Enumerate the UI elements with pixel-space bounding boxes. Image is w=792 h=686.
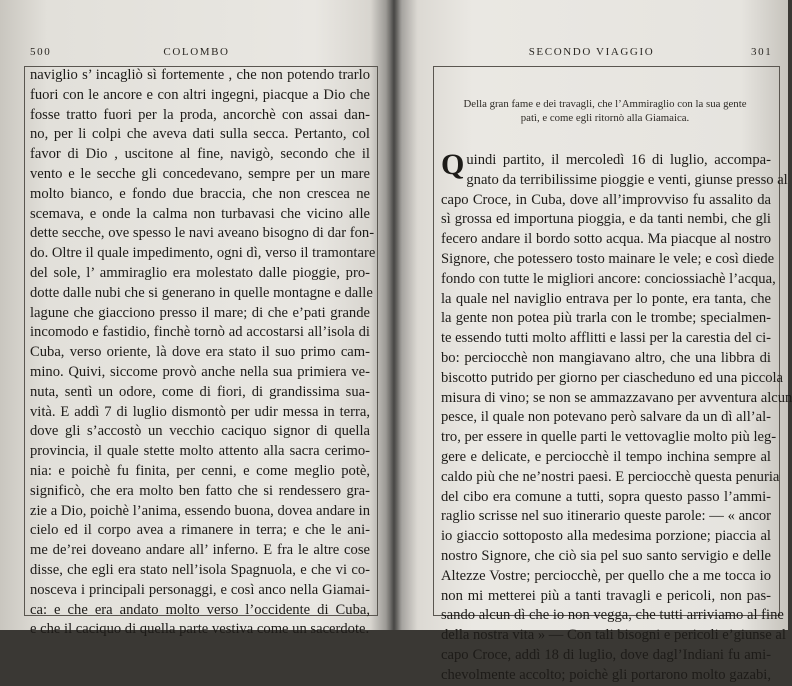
- text-line: significò, che era molto ben fatto che si rendessero gra-: [30, 482, 370, 499]
- text-line: vità. E addì 7 di luglio dismontò per udir messa in terra,: [30, 403, 370, 420]
- text-line: misura di vino; se non se ammazzavano per avventura alcun: [441, 389, 792, 406]
- text-line: nosceva i principali personaggi, e così anco nella Giamai-: [30, 581, 370, 598]
- text-line: capo Croce, addì 18 di luglio, dove dagl’Indiani fu ami-: [441, 646, 771, 663]
- text-line: pesce, il quale non potevano però salvare da un dì all’al-: [441, 409, 771, 426]
- text-line: sì grossa ed importuna pioggia, e da tanti nembi, che gli: [441, 211, 771, 228]
- chapter-summary-line: patì, e come egli ritornò alla Giamaica.: [520, 112, 690, 124]
- text-line: disse, che egli era stato nell’isola Spagnuola, e che vi co-: [30, 561, 370, 578]
- text-line: ca: e che era andato molto verso l’occidente di Cuba,: [30, 601, 370, 618]
- left-page-number: 500: [30, 46, 52, 58]
- text-line: fuori con le ancore e con altri ingegni, piacque a Dio che: [30, 86, 370, 103]
- text-line: Altezze Vostre; perciocchè, per quello che a me tocca io: [441, 567, 771, 584]
- text-line: raglio scrisse nel suo itinerario queste parole: — « ancor: [441, 508, 771, 525]
- text-line: sando alcun dì che io non vegga, che tutti arriviamo al fine: [441, 607, 784, 624]
- chapter-summary: [435, 97, 775, 125]
- text-line: bo: perciocchè non mangiavano altro, che una libbra di: [441, 349, 771, 366]
- text-line: cielo ed il corpo avea a rimanere in terra; e che le ani-: [30, 522, 370, 539]
- text-line: dotte dalle nubi che si generano in quelle montagne e dalle: [30, 284, 373, 301]
- left-running-head: COLOMBO: [163, 46, 230, 58]
- text-line: la gente non potea più trarla con le trombe; specialmen-: [441, 310, 771, 327]
- left-page: [0, 0, 393, 638]
- text-line: non mi metterei più a tanti travagli e pericoli, non pas-: [441, 587, 771, 604]
- text-line: favor di Dio , uscitone al fine, navigò, secondo che il: [30, 146, 370, 163]
- text-line: del cibo era comune a tutti, sopra questo passo l’ammi-: [441, 488, 771, 505]
- text-line: la quale nel naviglio entrava per lo ponte, era tanta, che: [441, 290, 771, 307]
- text-line: mino. Quivi, siccome provò anche nella sua primiera ve-: [30, 363, 370, 380]
- text-line: nostro Signore, che ciò sia pel suo santo servigio e delle: [441, 547, 771, 564]
- right-page-number: 301: [751, 46, 773, 58]
- text-line: biscotto putrido per giorno per ciascheduno ed una piccola: [441, 369, 784, 386]
- left-body-text: [30, 66, 376, 640]
- text-line: Signore, che potessero tosto mainare le vele; e così diede: [441, 250, 775, 267]
- text-line: molto bianco, e fondo due braccia, che non crescea ne: [30, 185, 370, 202]
- right-page: [395, 0, 792, 683]
- text-line: caldo più che ne’nostri paesi. E perciocchè questa penuria: [441, 468, 780, 485]
- text-line: naviglio s’ incagliò sì fortemente , che non potendo trarlo: [30, 67, 370, 83]
- text-line: e che il caciquo di quella parte vestiva come un sacerdote.: [30, 621, 370, 638]
- drop-cap: Q: [441, 148, 465, 181]
- text-line: chevolmente accolto; poichè gli portarono molto gazabi,: [441, 666, 771, 683]
- text-line: te essendo tutti molto afflitti e lassi per la carestia del ci-: [441, 330, 772, 347]
- text-line: lagune che giacciono presso il mare; di che e’pati grande: [30, 304, 370, 321]
- text-line: no, per li colpi che aveva dati sulla secca. Pertanto, col: [30, 126, 370, 143]
- text-line: incomodo e fastidio, finchè tornò ad accostarsi all’isola di: [30, 324, 370, 341]
- text-line: tro, per essere in quelle parti le vettovaglie molto più leg-: [441, 429, 777, 446]
- text-line: scemava, e onde la calma non turbavasi che vicino alle: [30, 205, 370, 222]
- right-running-head: SECONDO VIAGGIO: [528, 46, 655, 58]
- text-line: gere e delicate, e perciocchè il tempo inchina sempre al: [441, 448, 771, 465]
- text-line: del sole, l’ ammiraglio era molestato dalle pioggie, pro-: [30, 264, 370, 281]
- text-line: fosse tratto fuori per la proda, ancorchè con assai dan-: [30, 106, 370, 123]
- text-line: do. Oltre il quale impedimento, ogni dì, verso il tramontare: [30, 245, 376, 262]
- text-line: fecero andare il bordo sotto acqua. Ma piacque al nostro: [441, 231, 771, 248]
- text-line: me de’rei doveano andare all’ inferno. E fra le altre cose: [30, 542, 370, 559]
- show-through-text: [445, 68, 765, 98]
- text-line: gnato da terribilissime pioggie e venti, giunse presso al: [466, 171, 788, 188]
- text-line: io giaccio sottoposto alla medesima porzione; piaccia al: [441, 528, 771, 545]
- right-body-text: [441, 148, 792, 686]
- text-line: nia: e poichè fu finita, per cenni, e come meglio potè,: [30, 462, 370, 479]
- text-line: dove gli s’accostò un vecchio caciquo signor di quella: [30, 423, 370, 440]
- text-line: zie a Dio, poichè l’anima, essendo buona, dovea andare in: [30, 502, 370, 519]
- text-line: uindi partito, il mercoledì 16 di luglio, accompa-: [466, 152, 771, 168]
- text-line: della nostra vita » — Con tali bisogni e pericoli e’giunse al: [441, 627, 786, 644]
- text-line: Cuba, verso oriente, là dove era stato il suo primo cam-: [30, 344, 370, 361]
- text-line: nuta, sentì un odore, come di fiori, di grandissima sua-: [30, 383, 370, 400]
- text-line: provincia, il quale stette molto attento alla sacra cerimo-: [30, 443, 370, 460]
- text-line: fondo con tutte le migliori ancore: conciossiachè l’acqua,: [441, 270, 776, 287]
- text-line: vento e le secche gli concedevano, sempre per un mare: [30, 165, 370, 182]
- chapter-summary-line: Della gran fame e dei travagli, che l’Ammiraglio con la sua gente: [463, 98, 747, 110]
- text-line: capo Croce, in Cuba, dove all’improvviso fu assalito da: [441, 191, 771, 208]
- text-line: dette secche, ove spesso le navi aveano bisogno di dar fon-: [30, 225, 375, 242]
